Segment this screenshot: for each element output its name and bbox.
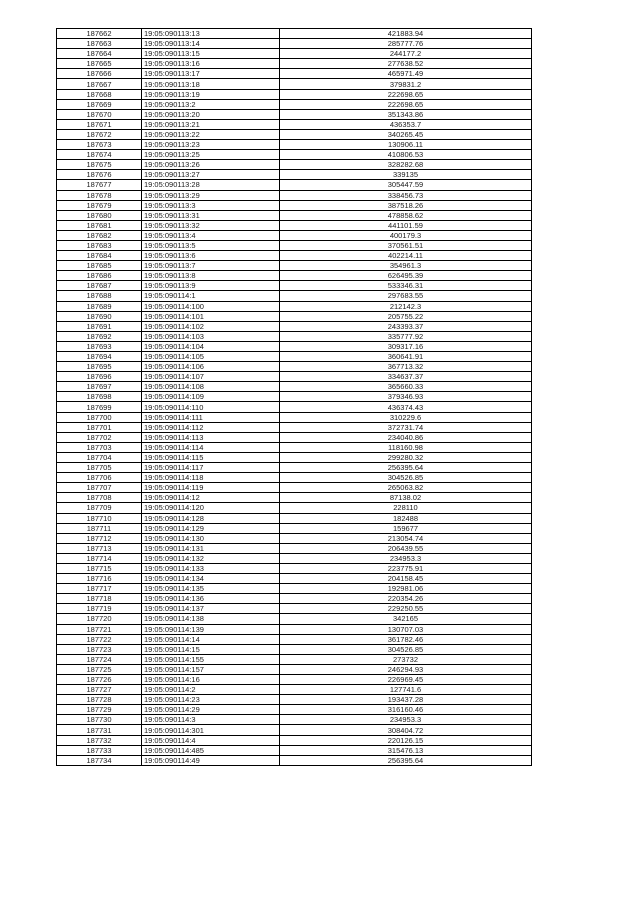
cadastral-number-cell: 19:05:090113:15 (142, 49, 280, 59)
table-row (57, 261, 532, 271)
table-row (57, 230, 532, 240)
record-number-cell: 187729 (57, 705, 142, 715)
record-number-cell: 187676 (57, 170, 142, 180)
table-row (57, 513, 532, 523)
record-number-cell: 187699 (57, 402, 142, 412)
cadastral-number-cell: 19:05:090114:135 (142, 584, 280, 594)
record-number-cell: 187681 (57, 220, 142, 230)
value-cell: 421883.94 (280, 29, 532, 39)
cadastral-number-cell: 19:05:090113:22 (142, 129, 280, 139)
value-cell: 309317.16 (280, 341, 532, 351)
cadastral-number-cell: 19:05:090114:49 (142, 755, 280, 765)
value-cell: 372731.74 (280, 422, 532, 432)
value-cell: 310229.6 (280, 412, 532, 422)
cadastral-number-cell: 19:05:090113:32 (142, 220, 280, 230)
value-cell: 297683.55 (280, 291, 532, 301)
value-cell: 304526.85 (280, 644, 532, 654)
cadastral-number-cell: 19:05:090114:128 (142, 513, 280, 523)
table-row (57, 352, 532, 362)
cadastral-number-cell: 19:05:090113:14 (142, 39, 280, 49)
record-number-cell: 187708 (57, 493, 142, 503)
record-number-cell: 187679 (57, 200, 142, 210)
cadastral-number-cell: 19:05:090114:102 (142, 321, 280, 331)
cadastral-number-cell: 19:05:090114:14 (142, 634, 280, 644)
record-number-cell: 187718 (57, 594, 142, 604)
table-row (57, 563, 532, 573)
value-cell: 315476.13 (280, 745, 532, 755)
record-number-cell: 187666 (57, 69, 142, 79)
record-number-cell: 187704 (57, 452, 142, 462)
cadastral-number-cell: 19:05:090114:4 (142, 735, 280, 745)
cadastral-number-cell: 19:05:090114:301 (142, 725, 280, 735)
cadastral-number-cell: 19:05:090114:115 (142, 452, 280, 462)
record-number-cell: 187687 (57, 281, 142, 291)
cadastral-number-cell: 19:05:090114:134 (142, 574, 280, 584)
cadastral-number-cell: 19:05:090114:130 (142, 533, 280, 543)
value-cell: 87138.02 (280, 493, 532, 503)
record-number-cell: 187731 (57, 725, 142, 735)
table-row (57, 553, 532, 563)
table-row (57, 442, 532, 452)
value-cell: 234953.3 (280, 553, 532, 563)
table-row (57, 574, 532, 584)
value-cell: 339135 (280, 170, 532, 180)
cadastral-number-cell: 19:05:090114:103 (142, 331, 280, 341)
table-row (57, 170, 532, 180)
cadastral-number-cell: 19:05:090113:25 (142, 150, 280, 160)
table-row (57, 301, 532, 311)
record-number-cell: 187697 (57, 382, 142, 392)
record-number-cell: 187719 (57, 604, 142, 614)
value-cell: 212142.3 (280, 301, 532, 311)
record-number-cell: 187680 (57, 210, 142, 220)
table-row (57, 594, 532, 604)
value-cell: 402214.11 (280, 251, 532, 261)
cadastral-number-cell: 19:05:090114:23 (142, 695, 280, 705)
cadastral-number-cell: 19:05:090113:5 (142, 240, 280, 250)
value-cell: 410806.53 (280, 150, 532, 160)
table-row (57, 29, 532, 39)
table-row (57, 493, 532, 503)
cadastral-number-cell: 19:05:090113:6 (142, 251, 280, 261)
table-row (57, 160, 532, 170)
record-number-cell: 187682 (57, 230, 142, 240)
record-number-cell: 187692 (57, 331, 142, 341)
cadastral-number-cell: 19:05:090114:105 (142, 352, 280, 362)
value-cell: 379831.2 (280, 79, 532, 89)
value-cell: 206439.55 (280, 543, 532, 553)
record-number-cell: 187698 (57, 392, 142, 402)
value-cell: 244177.2 (280, 49, 532, 59)
record-number-cell: 187695 (57, 362, 142, 372)
value-cell: 130906.11 (280, 140, 532, 150)
cadastral-number-cell: 19:05:090114:108 (142, 382, 280, 392)
record-number-cell: 187675 (57, 160, 142, 170)
table-row (57, 382, 532, 392)
table-row (57, 140, 532, 150)
value-cell: 205755.22 (280, 311, 532, 321)
table-row (57, 624, 532, 634)
table-row (57, 644, 532, 654)
value-cell: 379346.93 (280, 392, 532, 402)
cadastral-number-cell: 19:05:090114:101 (142, 311, 280, 321)
record-number-cell: 187732 (57, 735, 142, 745)
table-row (57, 473, 532, 483)
value-cell: 328282.68 (280, 160, 532, 170)
value-cell: 316160.46 (280, 705, 532, 715)
value-cell: 234040.86 (280, 432, 532, 442)
record-number-cell: 187721 (57, 624, 142, 634)
record-number-cell: 187672 (57, 129, 142, 139)
value-cell: 340265.45 (280, 129, 532, 139)
table-row (57, 715, 532, 725)
cadastral-number-cell: 19:05:090113:17 (142, 69, 280, 79)
record-number-cell: 187701 (57, 422, 142, 432)
value-cell: 204158.45 (280, 574, 532, 584)
record-number-cell: 187716 (57, 574, 142, 584)
value-cell: 626495.39 (280, 271, 532, 281)
value-cell: 220126.15 (280, 735, 532, 745)
cadastral-number-cell: 19:05:090114:107 (142, 372, 280, 382)
table-row (57, 59, 532, 69)
table-row (57, 503, 532, 513)
cadastral-number-cell: 19:05:090114:29 (142, 705, 280, 715)
record-number-cell: 187725 (57, 664, 142, 674)
table-row (57, 634, 532, 644)
record-number-cell: 187700 (57, 412, 142, 422)
value-cell: 246294.93 (280, 664, 532, 674)
record-number-cell: 187712 (57, 533, 142, 543)
cadastral-number-cell: 19:05:090113:19 (142, 89, 280, 99)
table-row (57, 463, 532, 473)
value-cell: 351343.86 (280, 109, 532, 119)
cadastral-number-cell: 19:05:090113:7 (142, 261, 280, 271)
table-row (57, 372, 532, 382)
table-row (57, 109, 532, 119)
record-number-cell: 187673 (57, 140, 142, 150)
value-cell: 182488 (280, 513, 532, 523)
table-row (57, 251, 532, 261)
table-row (57, 210, 532, 220)
value-cell: 222698.65 (280, 89, 532, 99)
cadastral-number-cell: 19:05:090114:139 (142, 624, 280, 634)
table-row (57, 341, 532, 351)
cadastral-number-cell: 19:05:090114:106 (142, 362, 280, 372)
value-cell: 354961.3 (280, 261, 532, 271)
record-number-cell: 187714 (57, 553, 142, 563)
table-row (57, 190, 532, 200)
table-row (57, 735, 532, 745)
table-row (57, 664, 532, 674)
cadastral-number-cell: 19:05:090114:157 (142, 664, 280, 674)
record-number-cell: 187726 (57, 675, 142, 685)
cadastral-number-cell: 19:05:090113:21 (142, 119, 280, 129)
table-row (57, 392, 532, 402)
table-row (57, 200, 532, 210)
value-cell: 159677 (280, 523, 532, 533)
table-row (57, 129, 532, 139)
cadastral-number-cell: 19:05:090114:1 (142, 291, 280, 301)
value-cell: 256395.64 (280, 463, 532, 473)
cadastral-number-cell: 19:05:090114:136 (142, 594, 280, 604)
record-number-cell: 187686 (57, 271, 142, 281)
cadastral-number-cell: 19:05:090113:2 (142, 99, 280, 109)
record-number-cell: 187702 (57, 432, 142, 442)
value-cell: 130707.03 (280, 624, 532, 634)
record-number-cell: 187694 (57, 352, 142, 362)
record-number-cell: 187723 (57, 644, 142, 654)
table-row (57, 69, 532, 79)
table-row (57, 321, 532, 331)
cadastral-number-cell: 19:05:090114:16 (142, 675, 280, 685)
record-number-cell: 187677 (57, 180, 142, 190)
value-cell: 441101.59 (280, 220, 532, 230)
cadastral-number-cell: 19:05:090114:111 (142, 412, 280, 422)
table-row (57, 695, 532, 705)
value-cell: 223775.91 (280, 563, 532, 573)
record-number-cell: 187706 (57, 473, 142, 483)
table-row (57, 675, 532, 685)
record-number-cell: 187667 (57, 79, 142, 89)
record-number-cell: 187734 (57, 755, 142, 765)
record-number-cell: 187665 (57, 59, 142, 69)
value-cell: 334637.37 (280, 372, 532, 382)
cadastral-number-cell: 19:05:090114:114 (142, 442, 280, 452)
data-table (56, 28, 532, 766)
table-row (57, 452, 532, 462)
record-number-cell: 187662 (57, 29, 142, 39)
value-cell: 308404.72 (280, 725, 532, 735)
record-number-cell: 187669 (57, 99, 142, 109)
value-cell: 338456.73 (280, 190, 532, 200)
value-cell: 400179.3 (280, 230, 532, 240)
record-number-cell: 187670 (57, 109, 142, 119)
value-cell: 277638.52 (280, 59, 532, 69)
record-number-cell: 187728 (57, 695, 142, 705)
table-row (57, 89, 532, 99)
value-cell: 304526.85 (280, 473, 532, 483)
value-cell: 192981.06 (280, 584, 532, 594)
cadastral-number-cell: 19:05:090113:3 (142, 200, 280, 210)
table-row (57, 49, 532, 59)
table-row (57, 523, 532, 533)
table-row (57, 291, 532, 301)
table-row (57, 362, 532, 372)
record-number-cell: 187713 (57, 543, 142, 553)
table-row (57, 483, 532, 493)
value-cell: 436374.43 (280, 402, 532, 412)
table-row (57, 331, 532, 341)
value-cell: 273732 (280, 654, 532, 664)
value-cell: 229250.55 (280, 604, 532, 614)
table-row (57, 271, 532, 281)
record-number-cell: 187684 (57, 251, 142, 261)
cadastral-number-cell: 19:05:090113:4 (142, 230, 280, 240)
cadastral-number-cell: 19:05:090114:12 (142, 493, 280, 503)
value-cell: 387518.26 (280, 200, 532, 210)
cadastral-number-cell: 19:05:090114:113 (142, 432, 280, 442)
value-cell: 265063.82 (280, 483, 532, 493)
cadastral-number-cell: 19:05:090113:8 (142, 271, 280, 281)
cadastral-number-cell: 19:05:090114:117 (142, 463, 280, 473)
record-number-cell: 187678 (57, 190, 142, 200)
cadastral-number-cell: 19:05:090114:112 (142, 422, 280, 432)
cadastral-number-cell: 19:05:090114:131 (142, 543, 280, 553)
cadastral-number-cell: 19:05:090114:118 (142, 473, 280, 483)
value-cell: 365660.33 (280, 382, 532, 392)
table-row (57, 311, 532, 321)
value-cell: 193437.28 (280, 695, 532, 705)
value-cell: 367713.32 (280, 362, 532, 372)
cadastral-number-cell: 19:05:090113:20 (142, 109, 280, 119)
record-number-cell: 187727 (57, 685, 142, 695)
record-number-cell: 187720 (57, 614, 142, 624)
value-cell: 299280.32 (280, 452, 532, 462)
cadastral-number-cell: 19:05:090114:119 (142, 483, 280, 493)
cadastral-number-cell: 19:05:090113:28 (142, 180, 280, 190)
record-number-cell: 187663 (57, 39, 142, 49)
record-number-cell: 187710 (57, 513, 142, 523)
table-row (57, 402, 532, 412)
record-number-cell: 187689 (57, 301, 142, 311)
table-row (57, 745, 532, 755)
record-number-cell: 187730 (57, 715, 142, 725)
cadastral-number-cell: 19:05:090114:138 (142, 614, 280, 624)
table-row (57, 422, 532, 432)
cadastral-number-cell: 19:05:090113:13 (142, 29, 280, 39)
table-row (57, 281, 532, 291)
table-row (57, 412, 532, 422)
record-number-cell: 187707 (57, 483, 142, 493)
cadastral-number-cell: 19:05:090113:26 (142, 160, 280, 170)
value-cell: 335777.92 (280, 331, 532, 341)
cadastral-number-cell: 19:05:090114:109 (142, 392, 280, 402)
table-row (57, 533, 532, 543)
cadastral-number-cell: 19:05:090113:29 (142, 190, 280, 200)
table-row (57, 614, 532, 624)
record-number-cell: 187733 (57, 745, 142, 755)
cadastral-number-cell: 19:05:090114:485 (142, 745, 280, 755)
record-number-cell: 187685 (57, 261, 142, 271)
record-number-cell: 187674 (57, 150, 142, 160)
value-cell: 256395.64 (280, 755, 532, 765)
record-number-cell: 187715 (57, 563, 142, 573)
table-row (57, 119, 532, 129)
cadastral-number-cell: 19:05:090114:155 (142, 654, 280, 664)
record-number-cell: 187664 (57, 49, 142, 59)
value-cell: 305447.59 (280, 180, 532, 190)
value-cell: 243393.37 (280, 321, 532, 331)
record-number-cell: 187696 (57, 372, 142, 382)
table-row (57, 604, 532, 614)
cadastral-number-cell: 19:05:090113:27 (142, 170, 280, 180)
table-row (57, 432, 532, 442)
record-number-cell: 187690 (57, 311, 142, 321)
record-number-cell: 187693 (57, 341, 142, 351)
table-row (57, 725, 532, 735)
cadastral-number-cell: 19:05:090114:110 (142, 402, 280, 412)
value-cell: 370561.51 (280, 240, 532, 250)
value-cell: 285777.76 (280, 39, 532, 49)
cadastral-number-cell: 19:05:090114:2 (142, 685, 280, 695)
record-number-cell: 187683 (57, 240, 142, 250)
table-row (57, 543, 532, 553)
table-row (57, 220, 532, 230)
record-number-cell: 187717 (57, 584, 142, 594)
value-cell: 465971.49 (280, 69, 532, 79)
value-cell: 118160.98 (280, 442, 532, 452)
value-cell: 533346.31 (280, 281, 532, 291)
table-row (57, 584, 532, 594)
cadastral-number-cell: 19:05:090114:3 (142, 715, 280, 725)
record-number-cell: 187709 (57, 503, 142, 513)
value-cell: 342165 (280, 614, 532, 624)
record-number-cell: 187722 (57, 634, 142, 644)
table-row (57, 240, 532, 250)
table-row (57, 685, 532, 695)
table-row (57, 79, 532, 89)
table-row (57, 99, 532, 109)
cadastral-number-cell: 19:05:090113:18 (142, 79, 280, 89)
table-row (57, 705, 532, 715)
record-number-cell: 187691 (57, 321, 142, 331)
table-row (57, 654, 532, 664)
cadastral-number-cell: 19:05:090113:23 (142, 140, 280, 150)
cadastral-number-cell: 19:05:090113:31 (142, 210, 280, 220)
record-number-cell: 187671 (57, 119, 142, 129)
value-cell: 361782.46 (280, 634, 532, 644)
cadastral-number-cell: 19:05:090113:16 (142, 59, 280, 69)
cadastral-number-cell: 19:05:090114:129 (142, 523, 280, 533)
table-row (57, 755, 532, 765)
record-number-cell: 187711 (57, 523, 142, 533)
record-number-cell: 187688 (57, 291, 142, 301)
record-number-cell: 187705 (57, 463, 142, 473)
table-body (57, 29, 532, 766)
value-cell: 234953.3 (280, 715, 532, 725)
cadastral-number-cell: 19:05:090113:9 (142, 281, 280, 291)
value-cell: 127741.6 (280, 685, 532, 695)
value-cell: 220354.26 (280, 594, 532, 604)
cadastral-number-cell: 19:05:090114:15 (142, 644, 280, 654)
value-cell: 478858.62 (280, 210, 532, 220)
value-cell: 228110 (280, 503, 532, 513)
cadastral-number-cell: 19:05:090114:133 (142, 563, 280, 573)
record-number-cell: 187668 (57, 89, 142, 99)
cadastral-number-cell: 19:05:090114:137 (142, 604, 280, 614)
table-row (57, 180, 532, 190)
record-number-cell: 187703 (57, 442, 142, 452)
value-cell: 213054.74 (280, 533, 532, 543)
cadastral-number-cell: 19:05:090114:104 (142, 341, 280, 351)
value-cell: 222698.65 (280, 99, 532, 109)
cadastral-number-cell: 19:05:090114:120 (142, 503, 280, 513)
record-number-cell: 187724 (57, 654, 142, 664)
table-row (57, 39, 532, 49)
table-row (57, 150, 532, 160)
cadastral-number-cell: 19:05:090114:100 (142, 301, 280, 311)
value-cell: 436353.7 (280, 119, 532, 129)
value-cell: 226969.45 (280, 675, 532, 685)
value-cell: 360641.91 (280, 352, 532, 362)
cadastral-number-cell: 19:05:090114:132 (142, 553, 280, 563)
